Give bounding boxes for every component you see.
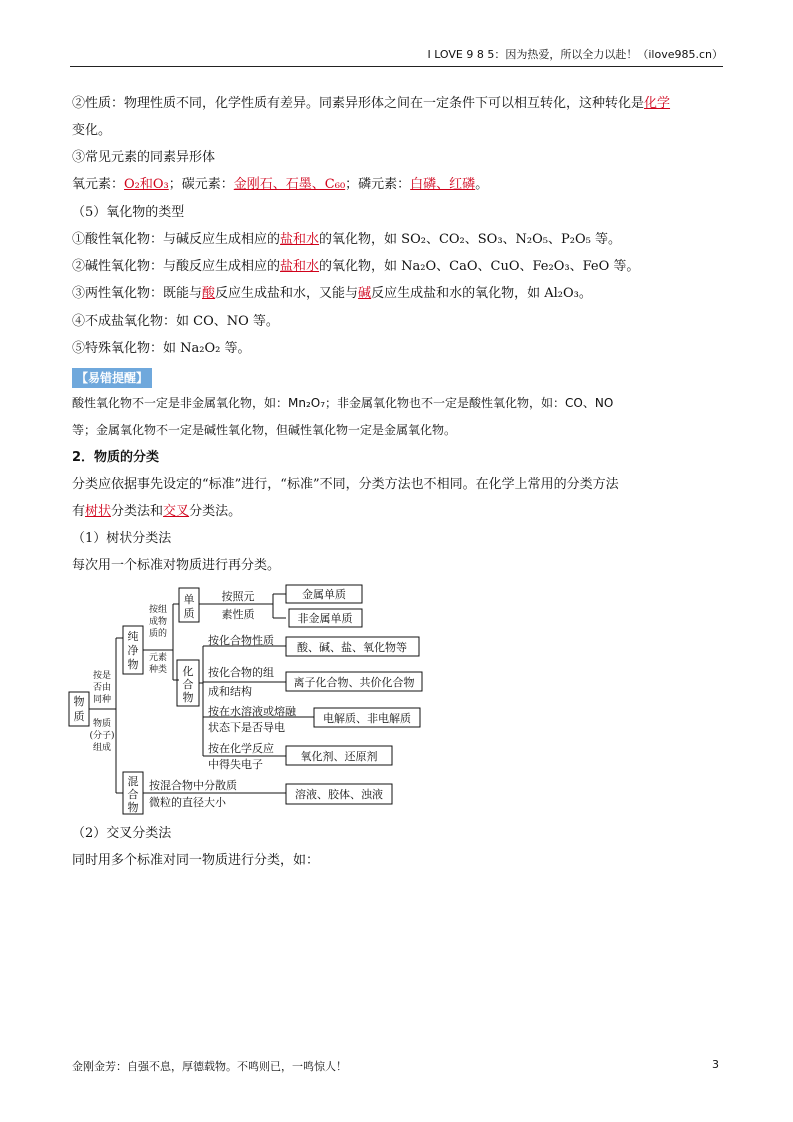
tree-root-label: 物 [73,695,85,708]
tree-compound-basis-2b: 成和结构 [208,685,252,698]
page-number: 3 [712,1058,719,1071]
tree-compound-basis-3a: 按在水溶液或熔融 [208,705,296,718]
tree-simple-basis-1: 按照元 [221,590,255,603]
tree-compound-result-3: 电解质、非电解质 [323,712,411,725]
footer-motto: 金刚金芳：自强不息，厚德载物。不鸣则已，一鸣惊人！ [72,1060,347,1073]
svg-text:合: 合 [127,788,139,801]
svg-text:单: 单 [183,593,195,606]
svg-text:否由: 否由 [92,683,112,693]
tree-compound-result-4: 氧化剂、还原剂 [300,750,378,763]
svg-text:按是: 按是 [92,671,112,681]
paragraph-amphoteric-oxide: ③两性氧化物：既能与酸反应生成盐和水，又能与碱反应生成盐和水的氧化物，如 Al₂O₃。 [72,286,592,301]
tree-compound-result-2: 离子化合物、共价化合物 [293,676,415,689]
header-rule [70,66,723,67]
svg-text:按组: 按组 [148,605,168,615]
paragraph-change: 变化。 [72,123,112,138]
svg-text:质的: 质的 [148,629,168,639]
svg-text:物: 物 [127,801,139,814]
paragraph-allotrope-property: ②性质：物理性质不同，化学性质有差异。同素异形体之间在一定条件下可以相互转化，这种转化是化学 [72,96,671,111]
paragraph-tree-desc: 每次用一个标准对物质进行再分类。 [72,558,281,573]
tree-pure-substance-label [128,629,139,671]
svg-text:质: 质 [183,607,195,620]
tree-mixture-label [128,775,139,814]
svg-text:元素: 元素 [148,653,168,663]
tree-simple-result-nonmetal: 非金属单质 [297,612,353,625]
svg-text:物: 物 [127,658,139,671]
paragraph-common-allotropes: ③常见元素的同素异形体 [72,150,216,165]
svg-text:纯: 纯 [127,630,139,643]
svg-text:种类: 种类 [148,665,168,675]
tree-mixture-basis-1: 按混合物中分散质 [149,779,237,792]
tree-pure-basis [149,603,167,675]
tree-compound-basis-2a: 按化合物的组 [208,666,274,679]
tree-simple-substance-label [184,593,195,620]
tree-compound-result-1: 酸、碱、盐、氧化物等 [297,641,407,654]
tree-compound-basis-1: 按化合物性质 [208,634,274,647]
page-header: I LOVE 9 8 5：因为热爱，所以全力以赴！（ilove985.cn） [427,48,723,61]
paragraph-oxide-types: （5）氧化物的类型 [72,205,185,220]
tree-compound-label [183,664,194,704]
tree-mixture-basis-2: 微粒的直径大小 [149,796,226,809]
paragraph-classification-intro: 分类应依据事先设定的“标准”进行，“标准”不同，分类方法也不相同。在化学上常用的分类方法 [72,477,619,492]
svg-text:质: 质 [73,710,85,723]
tree-classification-diagram [60,578,440,818]
error-tip-tag: 【易错提醒】 [72,368,152,388]
tree-root-basis [89,669,114,753]
tip-line-2: 等；金属氧化物不一定是碱性氧化物，但碱性氧化物一定是金属氧化物。 [72,423,457,437]
tree-compound-basis-4a: 按在化学反应 [208,742,274,755]
tree-simple-result-metal: 金属单质 [302,588,346,601]
svg-text:混: 混 [127,775,139,788]
svg-text:成物: 成物 [148,617,168,627]
tree-compound-basis-3b: 状态下是否导电 [208,721,285,734]
tree-mixture-result: 溶液、胶体、浊液 [295,788,383,801]
paragraph-classification-methods: 有树状分类法和交叉分类法。 [72,504,242,519]
svg-text:同种: 同种 [92,695,112,705]
paragraph-tree-method: （1）树状分类法 [72,531,172,546]
paragraph-allotrope-examples: 氧元素：O₂和O₃；碳元素：金刚石、石墨、C₆₀；磷元素：白磷、红磷。 [72,177,489,192]
tree-compound-basis-4b: 中得失电子 [208,758,263,771]
svg-text:组成: 组成 [92,743,112,753]
paragraph-cross-method: （2）交叉分类法 [72,826,172,841]
tip-line-1: 酸性氧化物不一定是非金属氧化物，如：Mn₂O₇；非金属氧化物也不一定是酸性氧化物，如：CO、NO [72,396,614,410]
tree-simple-basis-2: 素性质 [221,608,255,621]
svg-text:物质: 物质 [92,719,112,729]
svg-text:化: 化 [182,665,194,678]
section-title-classification: 2．物质的分类 [72,450,160,465]
paragraph-basic-oxide: ②碱性氧化物：与酸反应生成相应的盐和水的氧化物，如 Na₂O、CaO、CuO、Fe₂O₃、FeO 等。 [72,259,640,274]
paragraph-special-oxide: ⑤特殊氧化物：如 Na₂O₂ 等。 [72,341,251,356]
paragraph-cross-desc: 同时用多个标准对同一物质进行分类，如： [72,853,320,868]
paragraph-acidic-oxide: ①酸性氧化物：与碱反应生成相应的盐和水的氧化物，如 SO₂、CO₂、SO₃、N₂O₅、P₂O₅ 等。 [72,232,621,247]
svg-text:净: 净 [127,644,139,657]
svg-text:(分子): (分子) [89,731,115,741]
svg-text:物: 物 [182,691,194,704]
paragraph-nonsalt-oxide: ④不成盐氧化物：如 CO、NO 等。 [72,314,279,329]
svg-text:合: 合 [182,678,194,691]
